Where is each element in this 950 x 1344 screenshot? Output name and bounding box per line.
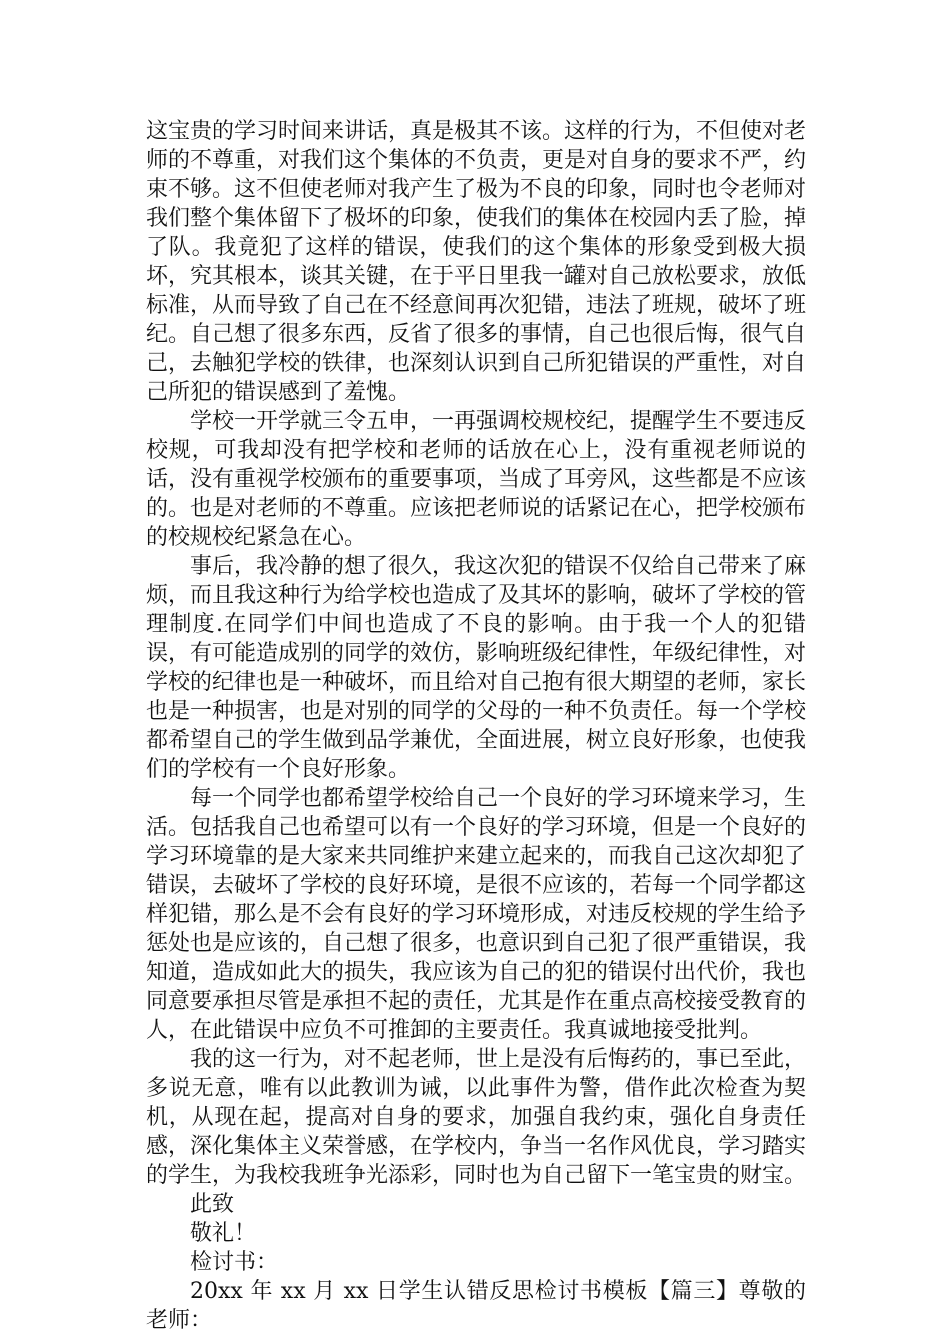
paragraph-reflection: 事后，我冷静的想了很久，我这次犯的错误不仅给自己带来了麻烦，而且我这种行为给学校也造成了及其坏的影响，破坏了学校的管理制度.在同学们中间也造成了不良的影响。由于我一个人的犯错误，有可能造成别的同学的效仿，影响班级纪律性，年级纪律性，对学校的纪律也是一种破坏，而且给对自己抱有很大期望的老师，家长也是一种损害，也是对别的同学的父母的一种不负责任。每一个学校都希望自己的学生做到品学兼优，全面进展，树立良好形象，也使我们的学校有一个良好形象。 [146, 554, 807, 782]
paragraph-continued: 这宝贵的学习时间来讲话，真是极其不该。这样的行为，不但使对老师的不尊重，对我们这个集体的不负责，更是对自身的要求不严，约束不够。这不但使老师对我产生了极为不良的印象，同时也令老师对我们整个集体留下了极坏的印象，使我们的集体在校园内丢了脸，掉了队。我竟犯了这样的错误，使我们的这个集体的形象受到极大损坏，究其根本，谈其关键，在于平日里我一罐对自己放松要求，放低标准，从而导致了自己在不经意间再次犯错，违法了班规，破坏了班纪。自己想了很多东西，反省了很多的事情，自己也很后悔，很气自己，去触犯学校的铁律，也深刻认识到自己所犯错误的严重性，对自己所犯的错误感到了羞愧。 [146, 119, 807, 405]
paragraph-school-rules: 学校一开学就三令五申，一再强调校规校纪，提醒学生不要违反校规，可我却没有把学校和老师的话放在心上，没有重视老师说的话，没有重视学校颁布的重要事项，当成了耳旁风，这些都是不应该的。也是对老师的不尊重。应该把老师说的话紧记在心，把学校颁布的校规校纪紧急在心。 [146, 409, 807, 550]
paragraph-learning-environment: 每一个同学也都希望学校给自己一个良好的学习环境来学习，生活。包括我自己也希望可以有一个良好的学习环境，但是一个良好的学习环境靠的是大家来共同维护来建立起来的，而我自己这次却犯了错误，去破坏了学校的良好环境，是很不应该的，若每一个同学都这样犯错，那么是不会有良好的学习环境形成，对违反校规的学生给予惩处也是应该的，自己想了很多，也意识到自己犯了很严重错误，我知道，造成如此大的损失，我应该为自己的犯的错误付出代价，我也同意要承担尽管是承担不起的责任，尤其是作在重点高校接受教育的人，在此错误中应负不可推卸的主要责任。我真诚地接受批判。 [146, 786, 807, 1043]
paragraph-commitment: 我的这一行为，对不起老师，世上是没有后悔药的，事已至此，多说无意，唯有以此教训为诫，以此事件为警，借作此次检查为契机，从现在起，提高对自身的要求，加强自我约束，强化自身责任感，深化集体主义荣誉感，在学校内，争当一名作风优良，学习踏实的学生，为我校我班争光添彩，同时也为自己留下一笔宝贵的财宝。 [146, 1047, 807, 1188]
closing-title: 检讨书： [190, 1250, 279, 1275]
closing-salutation: 此致 [190, 1192, 235, 1217]
closing-regards: 敬礼！ [190, 1221, 257, 1246]
document-page [146, 117, 806, 1335]
next-section-heading: 20xx 年 xx 月 xx 日学生认错反思检讨书模板【篇三】尊敬的老师： [146, 1279, 806, 1333]
